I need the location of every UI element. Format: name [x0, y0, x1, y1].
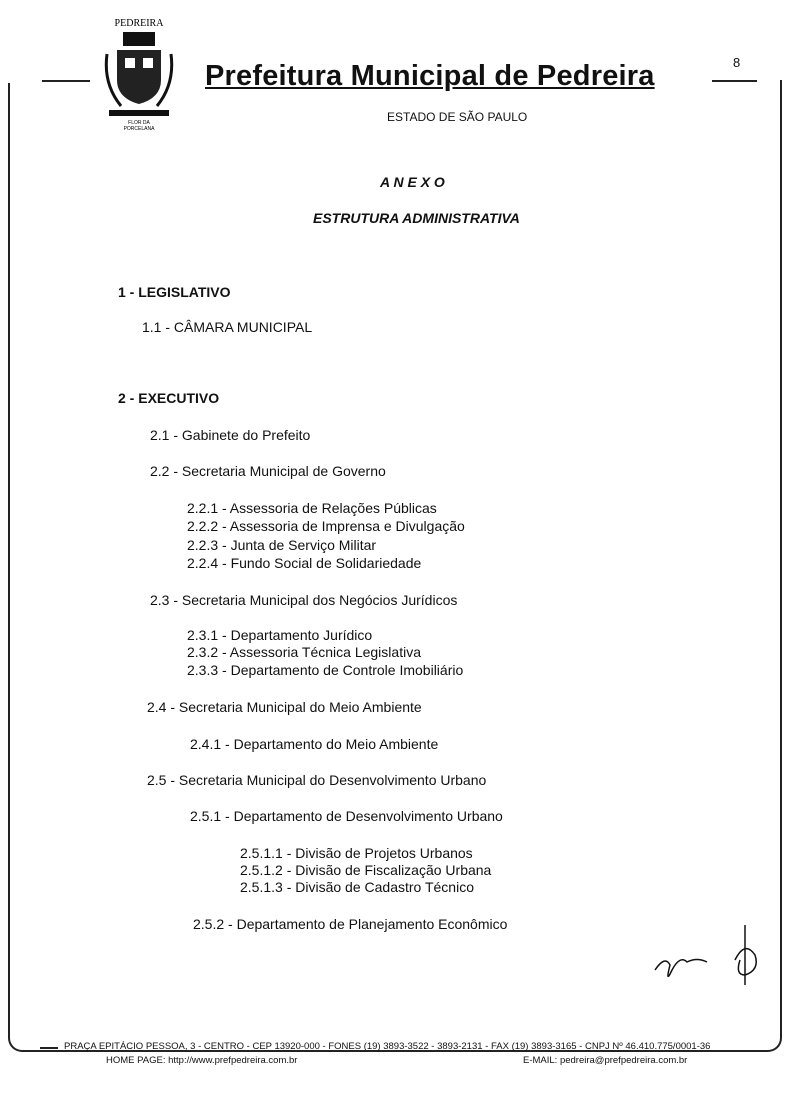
list-item: 2.5.1 - Departamento de Desenvolvimento Urbano [190, 808, 503, 824]
list-item: 2.2 - Secretaria Municipal de Governo [150, 463, 386, 479]
list-item: 2.5.1.1 - Divisão de Projetos Urbanos [240, 845, 473, 861]
footer-homepage[interactable]: HOME PAGE: http://www.prefpedreira.com.br [106, 1055, 298, 1066]
list-item: 2.2.2 - Assessoria de Imprensa e Divulgação [187, 518, 465, 534]
annex-title: A N E X O [380, 174, 445, 190]
list-item: 2.2.4 - Fundo Social de Solidariedade [187, 555, 422, 571]
list-item: 2.3 - Secretaria Municipal dos Negócios Jurídicos [150, 592, 458, 608]
structure-heading: ESTRUTURA ADMINISTRATIVA [313, 210, 520, 226]
coat-of-arms-logo [103, 14, 175, 132]
frame-line-right [712, 80, 757, 82]
list-item: 2.5.2 - Departamento de Planejamento Econômico [193, 916, 508, 932]
list-item: 2.4.1 - Departamento do Meio Ambiente [190, 736, 439, 752]
list-item: 1.1 - CÂMARA MUNICIPAL [142, 319, 313, 335]
svg-text:FLOR DA: FLOR DA [128, 120, 150, 126]
handwritten-signatures [650, 920, 770, 1000]
page-number: 8 [733, 55, 741, 70]
list-item: 2.5.1.3 - Divisão de Cadastro Técnico [240, 879, 474, 895]
state-subtitle: ESTADO DE SÃO PAULO [387, 110, 528, 124]
list-item: 2.5.1.2 - Divisão de Fiscalização Urbana [240, 862, 492, 878]
footer-email[interactable]: E-MAIL: pedreira@prefpedreira.com.br [523, 1055, 688, 1066]
institution-title: Prefeitura Municipal de Pedreira [205, 60, 655, 92]
list-item: 2.2.1 - Assessoria de Relações Públicas [187, 500, 437, 516]
list-item: 2.3.2 - Assessoria Técnica Legislativa [187, 644, 421, 660]
svg-text:PEDREIRA: PEDREIRA [114, 18, 164, 29]
list-item: 2.1 - Gabinete do Prefeito [150, 427, 311, 443]
list-item: 2.2.3 - Junta de Serviço Militar [187, 537, 377, 553]
svg-text:PORCELANA: PORCELANA [123, 126, 155, 132]
list-item: 2.3.1 - Departamento Jurídico [187, 627, 373, 643]
section-legislativo: 1 - LEGISLATIVO [118, 284, 231, 300]
footer-address: PRAÇA EPITÁCIO PESSOA, 3 - CENTRO - CEP 13920-000 - FONES (19) 3893-3522 - 3893-2131 - FAX (19) 3893-3165 - CNPJ Nº 46.410.775/0001-36 [64, 1041, 711, 1052]
list-item: 2.5 - Secretaria Municipal do Desenvolvimento Urbano [147, 772, 487, 788]
frame-line-left [42, 80, 90, 82]
list-item: 2.3.3 - Departamento de Controle Imobiliário [187, 662, 464, 678]
list-item: 2.4 - Secretaria Municipal do Meio Ambiente [147, 699, 422, 715]
section-executivo: 2 - EXECUTIVO [118, 390, 220, 406]
